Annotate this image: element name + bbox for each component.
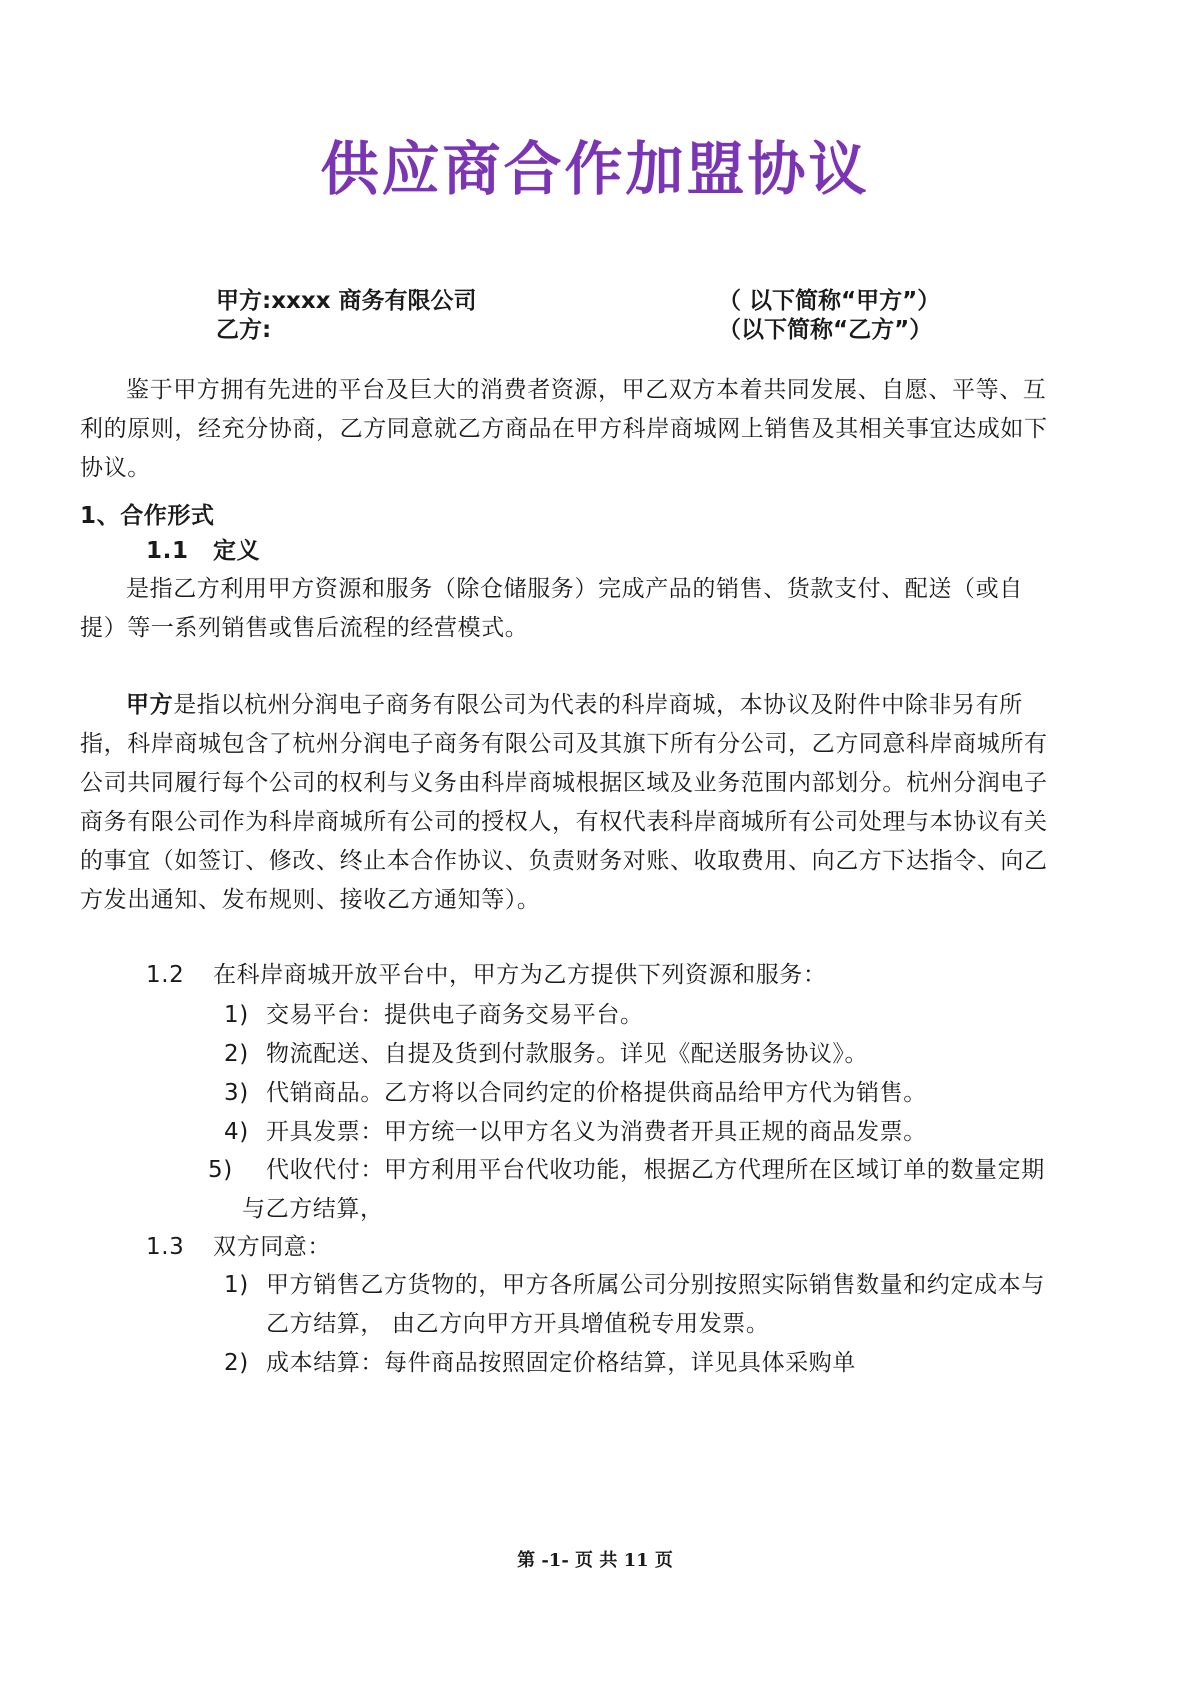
subsection-text: 双方同意：: [213, 1234, 331, 1260]
party-a-term: 甲方: [126, 692, 174, 718]
list-item: 交易平台：提供电子商务交易平台。: [266, 1002, 644, 1028]
subsection-number: 1.2: [146, 962, 185, 988]
subsection-text: 在科岸商城开放平台中，甲方为乙方提供下列资源和服务：: [213, 962, 827, 988]
subsection-number: 1.3: [146, 1234, 185, 1260]
subsection-number: 1.1: [146, 538, 189, 564]
list-item-continuation: 与乙方结算，: [242, 1196, 384, 1222]
party-a-definition-line: 指，科岸商城包含了杭州分润电子商务有限公司及其旗下所有分公司，乙方同意科岸商城所有: [80, 731, 1048, 757]
party-a-label: 甲方:xxxx 商务有限公司: [216, 288, 477, 314]
list-item: 开具发票：甲方统一以甲方名义为消费者开具正规的商品发票。: [266, 1119, 927, 1145]
definition-line: 提）等一系列销售或售后流程的经营模式。: [80, 615, 529, 641]
list-item-number: 2): [224, 1041, 249, 1067]
document-title: 供应商合作加盟协议: [320, 135, 870, 203]
list-item-number: 5): [208, 1157, 233, 1183]
party-a-definition-line: 商务有限公司作为科岸商城所有公司的授权人，有权代表科岸商城所有公司处理与本协议有关: [80, 809, 1048, 835]
party-b-label: 乙方:: [216, 317, 272, 343]
list-item: 代销商品。乙方将以合同约定的价格提供商品给甲方代为销售。: [266, 1080, 927, 1106]
list-item: 成本结算：每件商品按照固定价格结算，详见具体采购单: [266, 1350, 856, 1376]
definition-line: 是指乙方利用甲方资源和服务（除仓储服务）完成产品的销售、货款支付、配送（或自: [126, 576, 1023, 602]
list-item: 物流配送、自提及货到付款服务。详见《配送服务协议》。: [266, 1041, 869, 1067]
list-item-continuation: 乙方结算， 由乙方向甲方开具增值税专用发票。: [266, 1311, 770, 1337]
section-heading: 1、合作形式: [80, 503, 215, 529]
list-item-number: 1): [224, 1272, 249, 1298]
subsection-title: 定义: [213, 538, 261, 564]
party-b-alias: （以下简称“乙方”）: [718, 317, 933, 343]
intro-line: 鉴于甲方拥有先进的平台及巨大的消费者资源，甲乙双方本着共同发展、自愿、平等、互: [126, 377, 1047, 403]
intro-line: 利的原则，经充分协商，乙方同意就乙方商品在甲方科岸商城网上销售及其相关事宜达成如下: [80, 416, 1048, 442]
list-item-number: 3): [224, 1080, 249, 1106]
party-a-definition-line: 公司共同履行每个公司的权利与义务由科岸商城根据区域及业务范围内部划分。杭州分润电子: [80, 770, 1048, 796]
list-item-number: 4): [224, 1119, 249, 1145]
party-a-definition-line: 的事宜（如签订、修改、终止本合作协议、负责财务对账、收取费用、向乙方下达指令、向乙: [80, 848, 1048, 874]
page-number-footer: 第 -1- 页 共 11 页: [517, 1550, 673, 1571]
party-a-alias: （ 以下简称“甲方”）: [718, 288, 941, 314]
list-item-number: 2): [224, 1350, 249, 1376]
list-item-number: 1): [224, 1002, 249, 1028]
party-a-definition-line: 方发出通知、发布规则、接收乙方通知等）。: [80, 887, 541, 913]
party-a-definition-line: 甲方是指以杭州分润电子商务有限公司为代表的科岸商城，本协议及附件中除非另有所: [126, 692, 1023, 718]
intro-line: 协议。: [80, 455, 151, 481]
list-item: 代收代付：甲方利用平台代收功能，根据乙方代理所在区域订单的数量定期: [266, 1157, 1045, 1183]
list-item: 甲方销售乙方货物的，甲方各所属公司分别按照实际销售数量和约定成本与: [266, 1272, 1045, 1298]
